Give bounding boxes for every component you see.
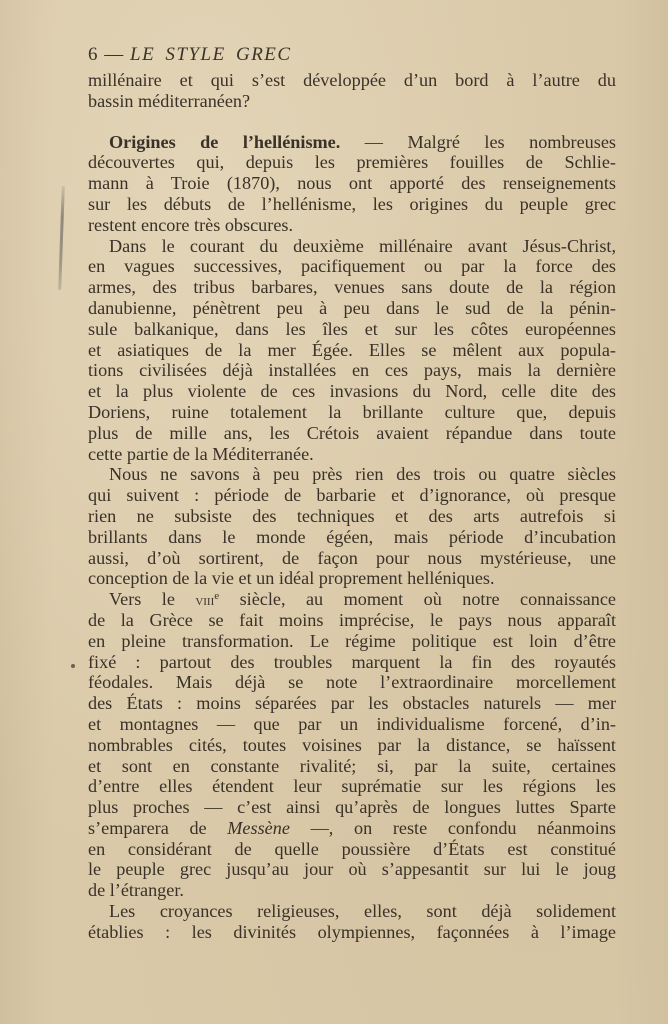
paragraph-nous-ne-savons [88, 464, 616, 589]
text-line: tions civilisées déjà installées en ces pays, mais la dernière [88, 360, 616, 381]
pencil-margin-mark [58, 186, 65, 290]
section-heading: Origines de l’hellénisme. [109, 131, 341, 152]
text-line: s’emparera de Messène —, on reste confondu néanmoins [88, 817, 616, 838]
text-line: Nous ne savons à peu près rien des trois ou quatre siècles [109, 464, 616, 485]
text-line: et montagnes — que par un individualisme forcené, d’in- [88, 713, 616, 734]
text-line: Dans le courant du deuxième millénaire avant Jésus-Christ, [109, 235, 616, 256]
text-line: danubienne, pénètrent peu à peu dans le sud de la pénin- [88, 297, 616, 318]
paragraph-les-croyances [88, 901, 616, 943]
page-number: 6 [88, 44, 99, 65]
running-head-separator: — [104, 44, 125, 65]
text-line: qui suivent : période de barbarie et d’ignorance, où presque [88, 485, 616, 506]
text-line: cette partie de la Méditerranée. [88, 443, 314, 464]
text-line: conception de la vie et un idéal proprement helléniques. [88, 568, 495, 589]
margin-dot-mark [71, 664, 75, 668]
text-line: Vers le viii$^e$ siècle, au moment où notre connaissance [109, 589, 616, 610]
text-line: sur les débuts de l’hellénisme, les origines du peuple grec [88, 193, 616, 214]
text-line: en vagues successives, pacifiquement ou par la force des [88, 256, 616, 277]
text-line: Les croyances religieuses, elles, sont déjà solidement [109, 901, 616, 922]
text-line: de l’étranger. [88, 880, 184, 901]
text-line: mann à Troie (1870), nous ont apporté des renseignements [88, 173, 616, 194]
text-line: Origines de l’hellénisme. — Malgré les nombreuses [109, 131, 616, 152]
place-name-italic: Messène [227, 817, 290, 838]
text-line: fixé : partout des troubles marquent la fin des royautés [88, 651, 616, 672]
text-line: d’entre elles étendent leur suprématie sur les régions les [88, 776, 616, 797]
text-line: brillants dans le monde égéen, mais période d’incubation [88, 526, 616, 547]
text-line: établies : les divinités olympiennes, façonnées à l’image [88, 921, 616, 942]
text-line: sule balkanique, dans les îles et sur les côtes européennes [88, 318, 616, 339]
text-line: le peuple grec jusqu’au jour où s’appesantit sur lui le joug [88, 859, 616, 880]
text-line: nombrables cités, toutes voisines par la distance, se haïssent [88, 734, 616, 755]
text-line: millénaire et qui s’est développée d’un bord à l’autre du [88, 70, 616, 90]
text-line: plus proches — c’est ainsi qu’après de longues luttes Sparte [88, 797, 616, 818]
running-head [88, 44, 616, 68]
text-line: bassin méditerranéen? [88, 90, 251, 111]
text-line: armes, des tribus barbares, venues sans doute de la région [88, 277, 616, 298]
text-line: féodales. Mais déjà se note l’extraordinaire morcellement [88, 672, 616, 693]
paragraph-continuation [88, 70, 616, 112]
text-line: restent encore très obscures. [88, 214, 294, 235]
text-line: aussi, d’où sortirent, de façon pour nous mystérieuse, une [88, 547, 616, 568]
text-line: en considérant de quelle poussière d’États est constitué [88, 838, 616, 859]
text-line: et asiatiques de la mer Égée. Elles se mêlent aux popula- [88, 339, 616, 360]
text-line: découvertes qui, depuis les premières fouilles de Schlie- [88, 152, 616, 173]
text-line: de la Grèce se fait moins imprécise, le pays nous apparaît [88, 609, 616, 630]
text-line: en pleine transformation. Le régime politique est loin d’être [88, 630, 616, 651]
paragraph-dans-le-courant [88, 236, 616, 465]
century-numeral: viii [195, 592, 215, 610]
running-head-title: LE STYLE GREC [130, 44, 292, 65]
text-line: Doriens, ruine totalement la brillante culture que, depuis [88, 401, 616, 422]
text-line: des États : moins séparées par les obstacles naturels — mer [88, 693, 616, 714]
paragraph-vers-le-viiie [88, 589, 616, 901]
text-line: rien ne subsiste des techniques et des arts autrefois si [88, 505, 616, 526]
paragraph-origines [88, 132, 616, 236]
book-page [88, 44, 616, 943]
text-line: et la plus violente de ces invasions du Nord, celle dite des [88, 381, 616, 402]
text-line: et sont en constante rivalité; si, par la suite, certaines [88, 755, 616, 776]
text-line: plus de mille ans, les Crétois avaient répandue dans toute [88, 422, 616, 443]
